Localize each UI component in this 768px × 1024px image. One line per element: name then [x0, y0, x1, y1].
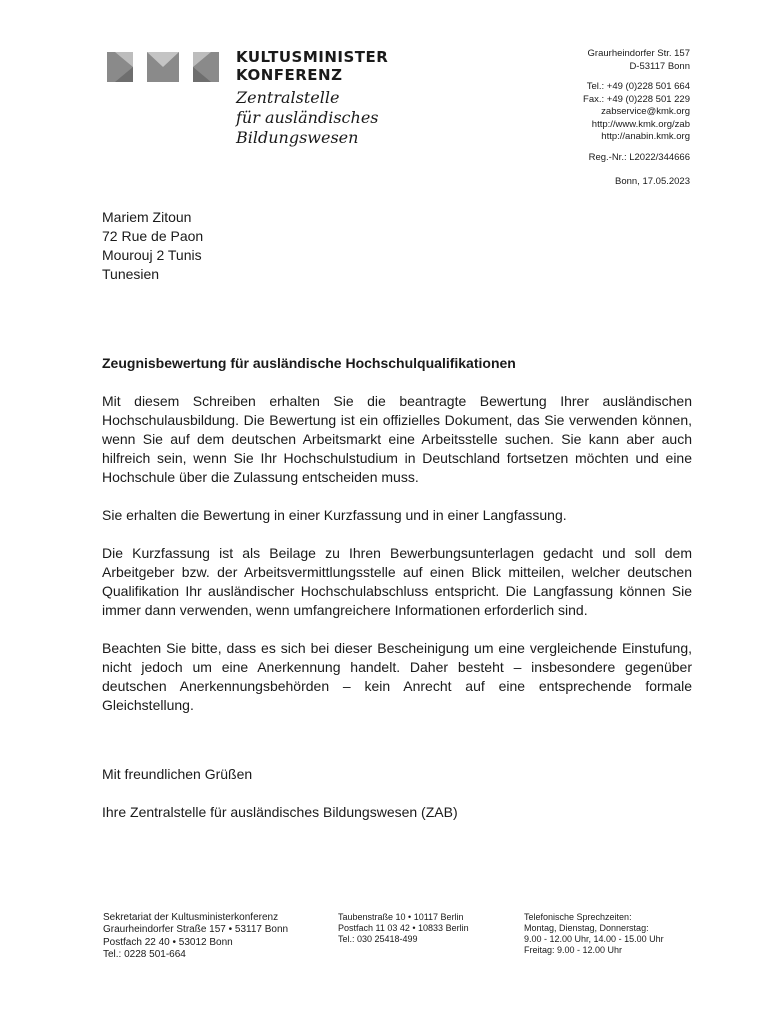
letter-date: Bonn, 17.05.2023	[614, 176, 690, 187]
contact-email[interactable]: zabservice@kmk.org	[601, 106, 690, 117]
body-paragraph: Mit diesem Schreiben erhalten Sie die beantragte Bewertung Ihrer ausländischen Hochschulausbildung. Die Bewertung ist ein offizielles Dokument, das Sie verwenden können, wenn Sie auf dem deutschen Arbeitsmarkt eine Arbeitsstelle suchen. Sie kann aber auch hilfreich sein, wenn Sie Ihr Hochschulstudium in Deutschland fortsetzen möchten und eine Hochschule über die Zulassung entscheiden muss.	[102, 393, 692, 485]
org-name	[236, 48, 388, 84]
footer-line: Tel.: 0228 501-664	[103, 948, 186, 960]
footer-line: Tel.: 030 25418-499	[338, 934, 418, 944]
recipient-street: 72 Rue de Paon	[102, 228, 204, 244]
closing-greeting: Mit freundlichen Grüßen	[102, 766, 253, 782]
footer-line: Sekretariat der Kultusministerkonferenz	[103, 912, 279, 923]
footer-line: 9.00 - 12.00 Uhr, 14.00 - 15.00 Uhr	[524, 934, 664, 944]
footer-line: Postfach 11 03 42 • 10833 Berlin	[338, 923, 469, 933]
signature-line: Ihre Zentralstelle für ausländisches Bildungswesen (ZAB)	[102, 804, 458, 820]
footer-column-bonn	[103, 912, 288, 961]
org-subtitle	[236, 88, 379, 148]
org-name-line2: KONFERENZ	[236, 66, 343, 84]
contact-city: D-53117 Bonn	[629, 60, 690, 72]
recipient-city: Mourouj 2 Tunis	[102, 247, 202, 263]
footer-line: Postfach 22 40 • 53012 Bonn	[103, 936, 233, 948]
kmk-logo	[107, 52, 219, 82]
footer-line: Freitag: 9.00 - 12.00 Uhr	[524, 945, 623, 955]
footer-column-hours	[524, 912, 664, 956]
contact-block	[583, 48, 690, 189]
contact-web-zab[interactable]: http://www.kmk.org/zab	[591, 118, 690, 130]
footer-line: Taubenstraße 10 • 10117 Berlin	[338, 912, 464, 922]
org-subtitle-line1: Zentralstelle	[236, 88, 340, 107]
org-subtitle-line3: Bildungswesen	[236, 128, 359, 147]
footer-line: Montag, Dienstag, Donnerstag:	[524, 923, 649, 933]
contact-fax: Fax.: +49 (0)228 501 229	[583, 93, 690, 105]
recipient-name: Mariem Zitoun	[102, 209, 192, 225]
letter-subject: Zeugnisbewertung für ausländische Hochschulqualifikationen	[102, 355, 516, 371]
registration-number: Reg.-Nr.: L2022/344666	[588, 151, 690, 163]
contact-tel: Tel.: +49 (0)228 501 664	[586, 81, 690, 92]
contact-street: Graurheindorfer Str. 157	[587, 48, 690, 59]
org-subtitle-line2: für ausländisches	[236, 108, 379, 127]
letter-body	[102, 392, 692, 734]
contact-web-anabin[interactable]: http://anabin.kmk.org	[601, 131, 690, 142]
body-paragraph: Sie erhalten die Bewertung in einer Kurzfassung und in einer Langfassung.	[102, 507, 567, 523]
body-paragraph: Die Kurzfassung ist als Beilage zu Ihren Bewerbungsunterlagen gedacht und soll dem Arbeitgeber bzw. der Arbeitsvermittlungsstelle auf einen Blick mitteilen, welcher deutschen Qualifikation Ihr ausländischer Hochschulabschluss entspricht. Die Langfassung können Sie immer dann verwenden, wenn umfangreichere Informationen erforderlich sind.	[102, 545, 692, 618]
org-name-line1: KULTUSMINISTER	[236, 48, 389, 66]
recipient-address	[102, 208, 203, 284]
footer-column-berlin	[338, 912, 469, 945]
recipient-country: Tunesien	[102, 266, 160, 282]
footer-line: Telefonische Sprechzeiten:	[524, 912, 632, 922]
footer-line: Graurheindorfer Straße 157 • 53117 Bonn	[103, 924, 289, 936]
body-paragraph: Beachten Sie bitte, dass es sich bei dieser Bescheinigung um eine vergleichende Einstufung, nicht jedoch um eine Anerkennung handelt. Daher besteht – insbesondere gegenüber deutschen Anerkennungsbehörden – kein Anrecht auf eine entsprechende formale Gleichstellung.	[102, 640, 692, 713]
